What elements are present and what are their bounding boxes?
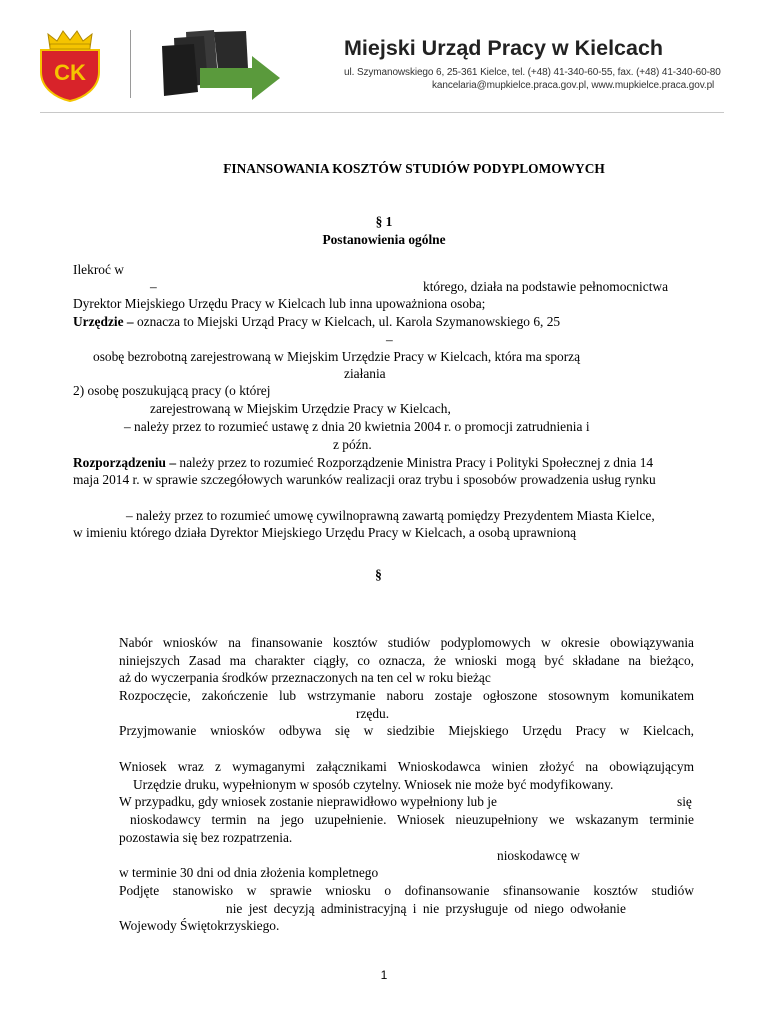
paragraph-line: nie jest decyzją administracyjną i nie przysługuje od niego odwołanie [226,901,626,916]
section-1-heading: Postanowienia ogólne [322,232,446,247]
paragraph-line: Ilekroć w [73,262,124,277]
header-rule [40,112,724,113]
paragraph-line: maja 2014 r. w sprawie szczegółowych warunków realizacji oraz trybu i sposobów prowadzenia usług rynku [73,472,656,487]
paragraph-line: 2) osobę poszukującą pracy (o której [73,383,271,398]
paragraph-line: nioskodawcę w [497,848,580,863]
office-contact: kancelaria@mupkielce.praca.gov.pl, www.mupkielce.praca.gov.pl [432,80,715,91]
paragraph-line: z późn. [333,437,372,452]
page-number: 1 [380,968,388,982]
section-2-symbol: § [375,567,382,582]
paragraph-line: w terminie 30 dni od dnia złożenia kompletnego [119,865,379,880]
term-bold: Urzędzie – [73,314,134,329]
paragraph-line: Wojewody Świętokrzyskiego. [119,918,280,933]
paragraph-line [73,455,653,471]
paragraph-line: którego, działa na podstawie pełnomocnictwa [423,279,669,294]
paragraph-line: Rozpoczęcie, zakończenie lub wstrzymanie naboru zostaje ogłoszone stosownym komunikatem [119,688,694,703]
header-divider [130,30,131,98]
office-address: ul. Szymanowskiego 6, 25-361 Kielce, tel. (+48) 41-340-60-55, fax. (+48) 41-340-60-80 [344,67,721,78]
paragraph-line: Urzędzie druku, wypełnionym w sposób czytelny. Wniosek nie może być modyfikowany. [133,777,614,792]
paragraph-line: – [386,332,393,347]
paragraph-line: Wniosek wraz z wymaganymi załącznikami Wnioskodawca winien złożyć na obowiązującym [119,759,694,774]
paragraph-line: – należy przez to rozumieć ustawę z dnia 20 kwietnia 2004 r. o promocji zatrudnienia i [124,419,590,434]
term-text: należy przez to rozumieć Rozporządzenie Ministra Pracy i Polityki Społecznej z dnia 14 [176,455,654,470]
paragraph-line: rzędu. [356,706,390,721]
crest-letters: CK [54,60,86,85]
paragraph-line: Nabór wniosków na finansowanie kosztów studiów podyplomowych w okresie obowiązywania [119,635,694,650]
paragraph-line: – [150,279,157,294]
paragraph-line: Dyrektor Miejskiego Urzędu Pracy w Kielcach lub inna upoważniona osoba; [73,296,486,311]
paragraph-line: się [677,794,692,809]
paragraph-line: – należy przez to rozumieć umowę cywilnoprawną zawartą pomiędzy Prezydentem Miasta Kielce, [126,508,655,523]
city-crest-logo [38,28,102,102]
crown-band [50,44,90,49]
term-bold: Rozporządzeniu – [73,455,177,470]
paragraph-line: W przypadku, gdy wniosek zostanie nieprawidłowo wypełniony lub je [119,794,497,809]
section-1-symbol: § 1 [375,214,393,229]
document-title: FINANSOWANIA KOSZTÓW STUDIÓW PODYPLOMOWYCH [223,161,605,176]
paragraph-line: niniejszych Zasad ma charakter ciągły, co oznacza, że wnioski mogą być składane na bieżąco, [119,653,694,668]
paragraph-line [73,314,560,330]
paragraph-line: pozostawia się bez rozpatrzenia. [119,830,293,845]
paragraph-line: w imieniu którego działa Dyrektor Miejskiego Urzędu Pracy w Kielcach, a osobą uprawnioną [73,525,577,540]
paragraph-line: ziałania [344,366,386,381]
term-text: oznacza to Miejski Urząd Pracy w Kielcach, ul. Karola Szymanowskiego 6, 25 [133,314,561,329]
paragraph-line: aż do wyczerpania środków przeznaczonych na ten cel w roku bieżąc [119,670,491,685]
paragraph-line: osobę bezrobotną zarejestrowaną w Miejskim Urzędzie Pracy w Kielcach, która ma sporzą [93,349,581,364]
paragraph-line: nioskodawcy termin na jego uzupełnienie. Wniosek nieuzupełniony we wskazanym terminie [130,812,694,827]
office-logo [158,28,284,102]
office-name: Miejski Urząd Pracy w Kielcach [344,36,664,60]
paragraph-line: Przyjmowanie wniosków odbywa się w siedzibie Miejskiego Urzędu Pracy w Kielcach, [119,723,694,738]
paragraph-line: Podjęte stanowisko w sprawie wniosku o dofinansowanie sfinansowanie kosztów studiów [119,883,694,898]
paragraph-line: zarejestrowaną w Miejskim Urzędzie Pracy w Kielcach, [150,401,451,416]
